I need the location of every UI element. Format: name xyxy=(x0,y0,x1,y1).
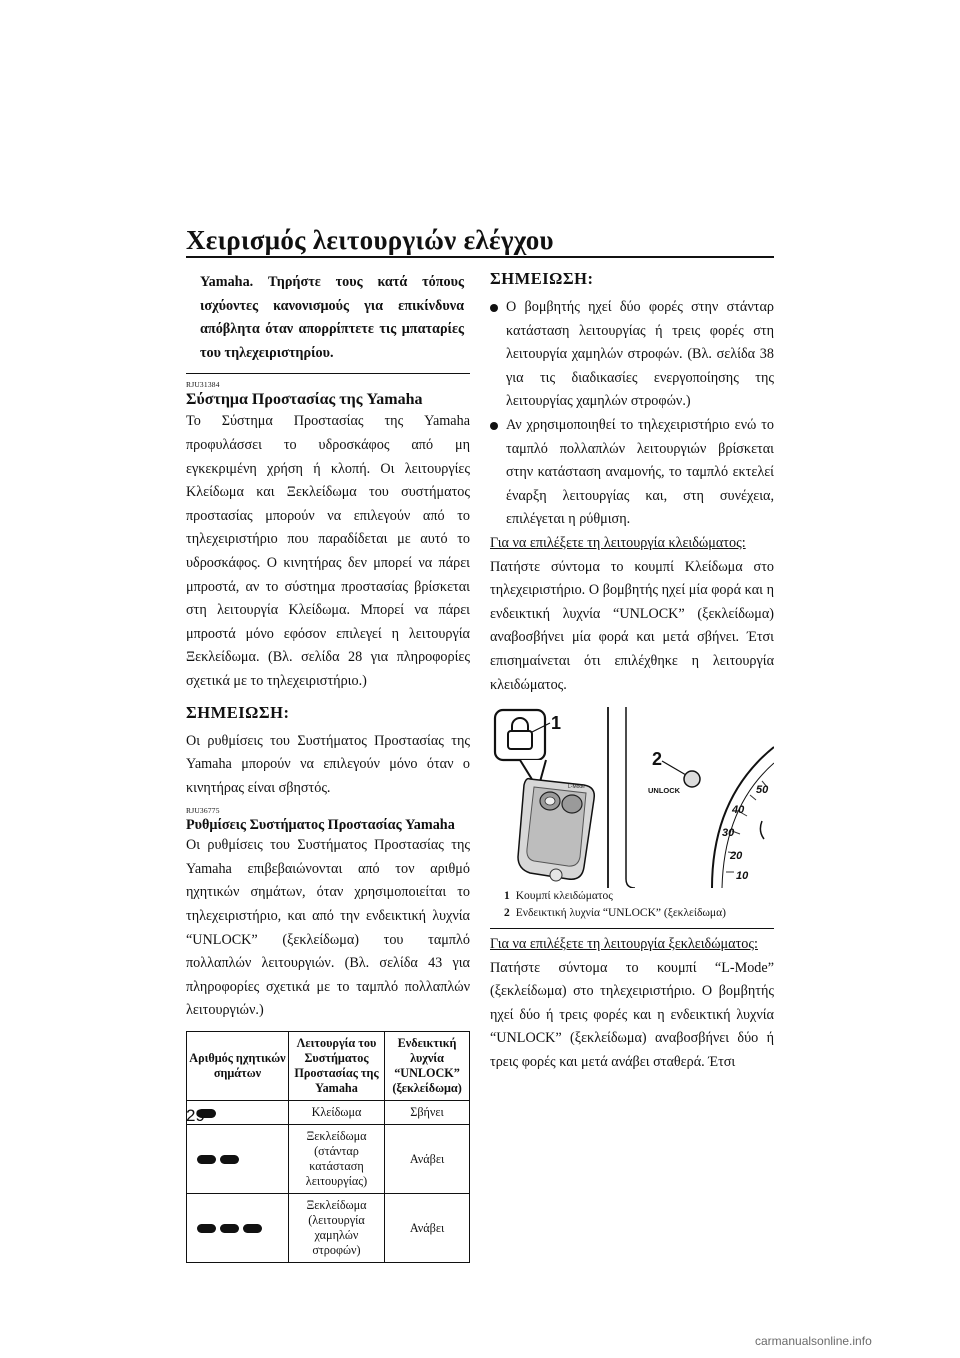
lock-procedure-heading: Για να επιλέξετε τη λειτουργία κλειδώματος: xyxy=(490,534,746,551)
lmode-label: L-Mode xyxy=(568,784,585,791)
beep-pill xyxy=(197,1155,216,1164)
beep-pill xyxy=(220,1155,239,1164)
list-item xyxy=(490,414,774,532)
note-heading: ΣΗΜΕΙΩΣΗ: xyxy=(186,702,290,722)
table-header-row xyxy=(187,1032,470,1101)
callout-number-1: 1 xyxy=(551,713,562,734)
beep-settings-table xyxy=(186,1031,470,1263)
figure-caption-1 xyxy=(490,888,774,905)
list-item-text: Αν χρησιμοποιηθεί το τηλεχειριστήριο ενώ το ταμπλό πολλαπλών λειτουργιών βρίσκεται στην κατάσταση αναμονής, το ταμπλό εκτελεί έναρξη λειτουργίας και, στη συνέχεια, επιλέγεται η ρύθμιση. xyxy=(506,416,774,528)
remote-control-icon xyxy=(518,779,594,881)
table-header: Λειτουργία του Συστήματος Προστασίας της Yamaha xyxy=(288,1032,384,1101)
remote-and-meter-figure xyxy=(490,707,774,888)
table-cell: Κλείδωμα xyxy=(288,1101,384,1125)
watermark[interactable]: carmanualsonline.info xyxy=(755,1334,872,1348)
bullet-icon xyxy=(490,422,498,430)
list-item-text: Ο βομβητής ηχεί δύο φορές στην στάνταρ κατάσταση λειτουργίας ή τρεις φορές στη λειτουργία χαμηλών στροφών. (Βλ. σελίδα 38 για τις διαδικασίες ενεργοποίησης της λειτουργίας χαμηλών στροφών.) xyxy=(506,299,774,410)
gauge-number: 50 xyxy=(756,784,769,797)
table-cell: Ξεκλείδωμα (στάνταρ κατάσταση λειτουργίας) xyxy=(288,1125,384,1194)
gauge-number: 20 xyxy=(730,850,743,863)
beep-pill xyxy=(243,1224,262,1233)
beep-pill xyxy=(197,1224,216,1233)
table-row xyxy=(187,1125,470,1194)
lock-procedure-body: Πατήστε σύντομα το κουμπί Κλείδωμα στο τηλεχειριστήριο. Ο βομβητής ηχεί μία φορά και η ενδεικτική λυχνία “UNLOCK” (ξεκλείδωμα) αναβοσβήνει μία φορά και μετά σβήνει. Έτσι επισημαίνεται ότι επιλέχθηκε η λειτουργία κλειδώματος. xyxy=(490,558,774,693)
table-cell: Ανάβει xyxy=(385,1125,470,1194)
table-header: Ενδεικτική λυχνία “UNLOCK” (ξεκλείδωμα) xyxy=(385,1032,470,1101)
title-rule xyxy=(186,256,774,258)
page-number: 29 xyxy=(186,1106,205,1125)
table-header: Αριθμός ηχητικών σημάτων xyxy=(187,1032,289,1101)
left-column xyxy=(186,268,470,1263)
gauge-needle-hub xyxy=(760,821,764,839)
unlock-indicator-icon xyxy=(684,771,700,787)
right-column xyxy=(490,268,774,1075)
section-heading-protection-system: Σύστημα Προστασίας της Yamaha xyxy=(186,391,423,409)
caption-text: Ενδεικτική λυχνία “UNLOCK” (ξεκλείδωμα) xyxy=(515,907,726,920)
caption-number: 1 xyxy=(504,890,510,903)
note-body: Οι ρυθμίσεις του Συστήματος Προστασίας της Yamaha μπορούν να επιλεγούν μόνο όταν ο κινητήρας είναι σβηστός. xyxy=(186,732,470,796)
table-cell: Ανάβει xyxy=(385,1194,470,1263)
beep-pattern-2 xyxy=(187,1125,289,1194)
leader-line-2 xyxy=(662,761,686,775)
unlock-procedure-body: Πατήστε σύντομα το κουμπί “L-Mode” (ξεκλείδωμα) στο τηλεχειριστήριο. Ο βομβητής ηχεί δύο ή τρεις φορές και η ενδεικτική λυχνία “UNLOCK” (ξεκλείδωμα) αναβοσβήνει δύο ή τρεις φορές και μετά ανάβει σταθερά. Έτσι xyxy=(490,959,774,1071)
caption-text: Κουμπί κλειδώματος xyxy=(515,890,613,903)
unlock-label: UNLOCK xyxy=(648,786,681,796)
gauge-number: 10 xyxy=(736,870,749,883)
dashboard-edge xyxy=(626,707,635,888)
unlock-procedure-heading: Για να επιλέξετε τη λειτουργία ξεκλειδώματος: xyxy=(490,936,758,953)
table-row xyxy=(187,1101,470,1125)
beep-pattern-3 xyxy=(187,1194,289,1263)
table-cell: Σβήνει xyxy=(385,1101,470,1125)
gauge-number: 40 xyxy=(732,804,745,817)
section-code: RJU31384 xyxy=(186,380,220,390)
caption-divider xyxy=(490,928,774,929)
caption-number: 2 xyxy=(504,907,510,920)
meter-panel xyxy=(648,747,774,888)
list-item xyxy=(490,296,774,414)
gauge-number: 30 xyxy=(722,827,735,840)
section-code: RJU36775 xyxy=(186,806,220,816)
bullet-icon xyxy=(490,304,498,312)
table-cell: Ξεκλείδωμα (λειτουργία χαμηλών στροφών) xyxy=(288,1194,384,1263)
warning-divider xyxy=(186,373,470,374)
beep-pill xyxy=(220,1224,239,1233)
table-row xyxy=(187,1194,470,1263)
page-title: Χειρισμός λειτουργιών ελέγχου xyxy=(186,225,554,255)
figure-illustration xyxy=(490,707,774,888)
gauge-bezel xyxy=(712,747,774,888)
note-list xyxy=(490,296,774,532)
section-heading-settings: Ρυθμίσεις Συστήματος Προστασίας Yamaha xyxy=(186,817,455,834)
section-body-settings: Οι ρυθμίσεις του Συστήματος Προστασίας της Yamaha επιβεβαιώνονται από τον αριθμό ηχητικών σημάτων, όταν χρησιμοποιείται το τηλεχειριστήριο, και από την ενδεικτική λυχνία “UNLOCK” (ξεκλείδωμα) του ταμπλό πολλαπλών λειτουργιών. (Βλ. σελίδα 43 για πληροφορίες σχετικά με το ταμπλό πολλαπλών λειτουργιών.) xyxy=(186,837,470,1019)
callout-number-2: 2 xyxy=(652,749,663,770)
note-heading: ΣΗΜΕΙΩΣΗ: xyxy=(490,269,594,288)
section-body-protection-system: Το Σύστημα Προστασίας της Yamaha προφυλάσσει το υδροσκάφος από μη εγκεκριμένη χρήση ή κλοπή. Οι λειτουργίες Κλείδωμα και Ξεκλείδωμα του συστήματος προστασίας μπορούν να επιλεγούν από το τηλεχειριστήριο που παραδίδεται με αυτό το υδροσκάφος. Ο κινητήρας δεν μπορεί να πάρει μπροστά, αν το σύστημα προστασίας βρίσκεται στη λειτουργία Κλείδωμα. Μπορεί να πάρει μπροστά μόνο εφόσον επιλεγεί η λειτουργία Ξεκλείδωμα. (Βλ. σελίδα 28 για πληροφορίες σχετικά με το τηλεχειριστήριο.) xyxy=(186,413,470,689)
figure-caption-2 xyxy=(490,905,774,922)
warning-text: Yamaha. Τηρήστε τους κατά τόπους ισχύοντες κανονισμούς για επικίνδυνα απόβλητα όταν απορρίπτετε τις μπαταρίες του τηλεχειριστηρίου. xyxy=(200,274,464,361)
